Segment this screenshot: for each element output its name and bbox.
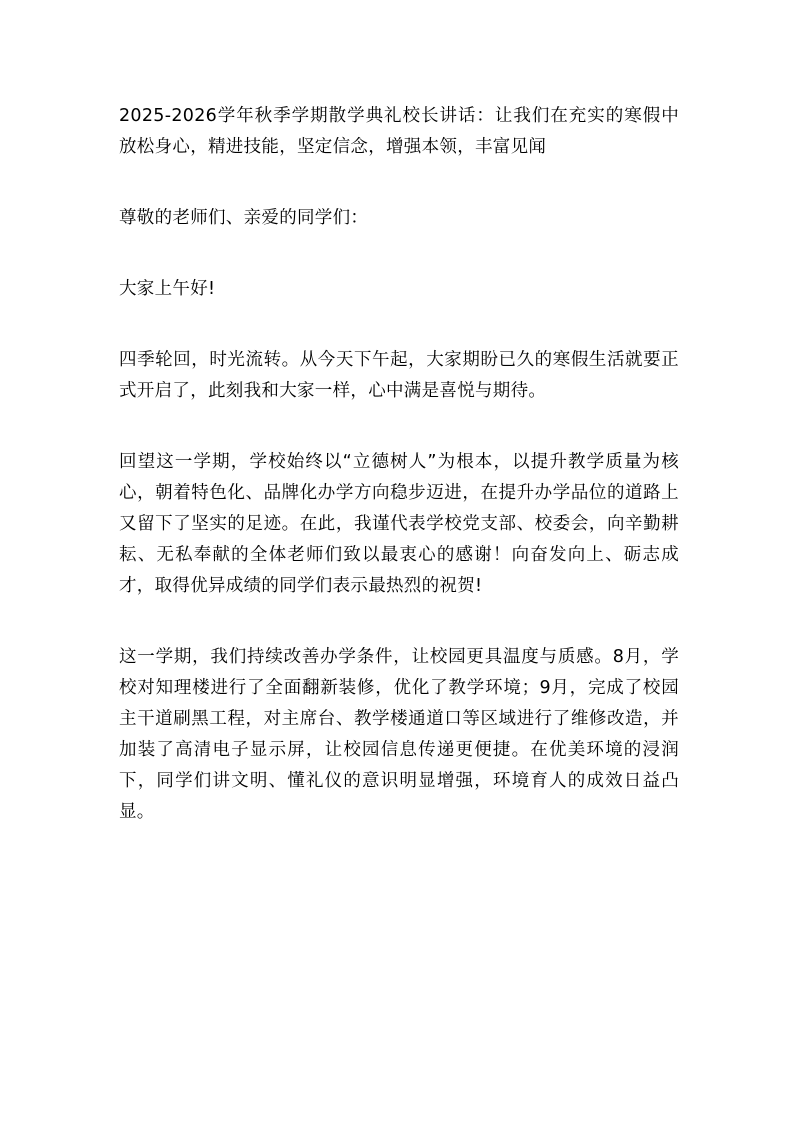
paragraph: 回望这一学期，学校始终以“立德树人”为根本，以提升教学质量为核心，朝着特色化、品牌化办学方向稳步迈进，在提升办学品位的道路上又留下了坚实的足迹。在此，我谨代表学校党支部、校委会，向辛勤耕耘、无私奉献的全体老师们致以最衷心的感谢！向奋发向上、砺志成才，取得优异成绩的同学们表示最热烈的祝贺! [119,452,679,596]
salutation: 尊敬的老师们、亲爱的同学们： [119,208,369,228]
paragraph: 这一学期，我们持续改善办学条件，让校园更具温度与质感。8月，学校对知理楼进行了全面翻新装修，优化了教学环境；9月，完成了校园主干道刷黑工程，对主席台、教学楼通道口等区域进行了维修改造，并加装了高清电子显示屏，让校园信息传递更便捷。在优美环境的浸润下，同学们讲文明、懂礼仪的意识明显增强，环境育人的成效日益凸显。 [119,647,679,822]
greeting: 大家上午好! [119,279,216,299]
document-page [119,101,679,828]
paragraph: 四季轮回，时光流转。从今天下午起，大家期盼已久的寒假生活就要正式开启了，此刻我和大家一样，心中满是喜悦与期待。 [119,350,679,401]
document-title: 2025-2026学年秋季学期散学典礼校长讲话：让我们在充实的寒假中放松身心，精进技能，坚定信念，增强本领，丰富见闻 [119,106,679,157]
